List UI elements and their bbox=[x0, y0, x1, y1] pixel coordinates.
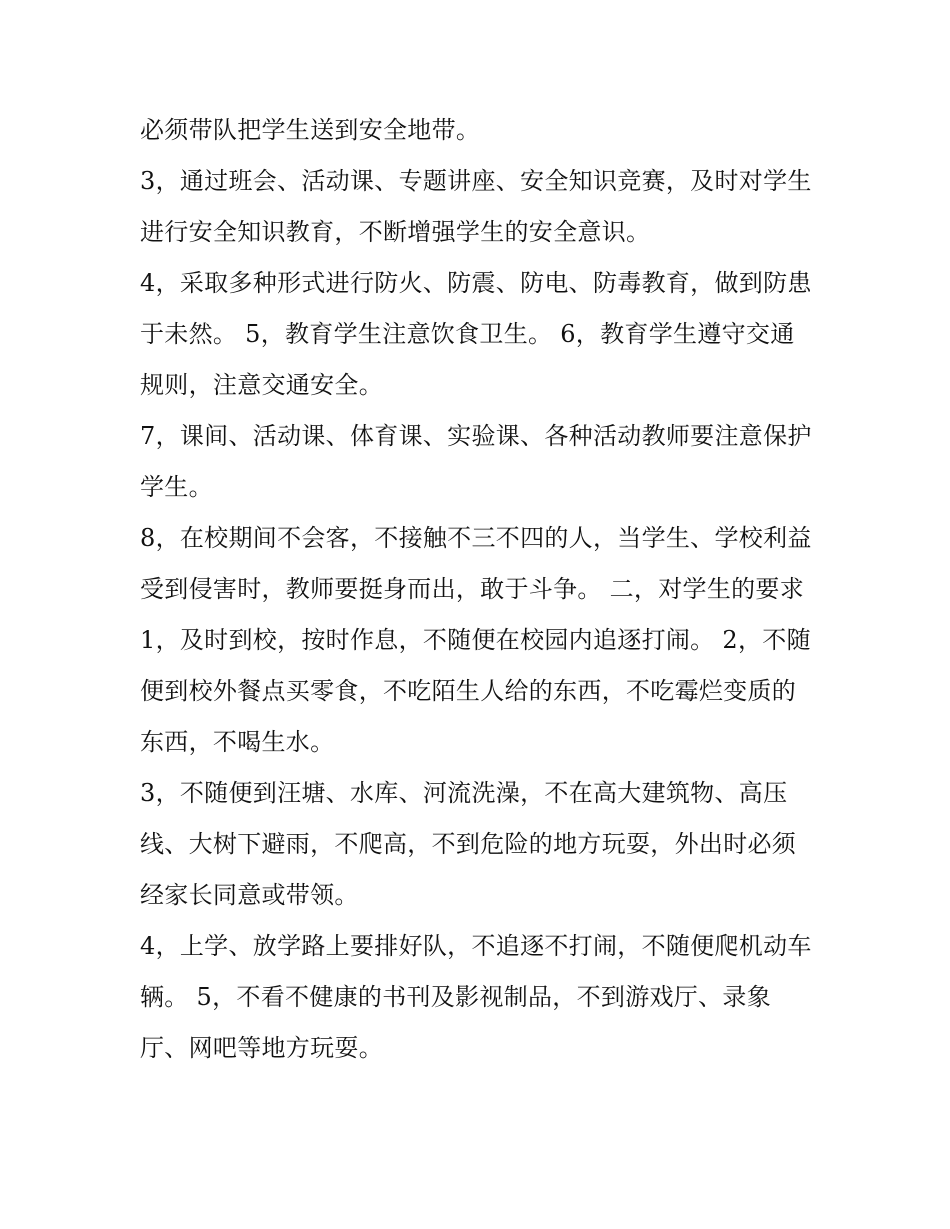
paragraph-6: 1，及时到校，按时作息，不随便在校园内追逐打闹。 2，不随便到校外餐点买零食，不吃陌生人给的东西，不吃霉烂变质的东西，不喝生水。 bbox=[140, 626, 811, 756]
paragraph-2: 3，通过班会、活动课、专题讲座、安全知识竞赛，及时对学生进行安全知识教育，不断增强学生的安全意识。 bbox=[140, 167, 812, 246]
paragraph-7: 3，不随便到汪塘、水库、河流洗澡，不在高大建筑物、高压线、大树下避雨，不爬高，不到危险的地方玩耍，外出时必须经家长同意或带领。 bbox=[140, 779, 797, 909]
paragraph-5: 8，在校期间不会客，不接触不三不四的人，当学生、学校利益受到侵害时，教师要挺身而出，敢于斗争。 二，对学生的要求 bbox=[140, 524, 812, 603]
paragraph-8: 4，上学、放学路上要排好队，不追逐不打闹，不随便爬机动车辆。 5，不看不健康的书刊及影视制品，不到游戏厅、录象厅、网吧等地方玩耍。 bbox=[140, 932, 812, 1062]
paragraph-1: 必须带队把学生送到安全地带。 bbox=[140, 116, 481, 144]
document-body bbox=[140, 105, 815, 1074]
paragraph-3: 4，采取多种形式进行防火、防震、防电、防毒教育，做到防患于未然。 5，教育学生注意饮食卫生。 6，教育学生遵守交通规则，注意交通安全。 bbox=[140, 269, 812, 399]
paragraph-4: 7，课间、活动课、体育课、实验课、各种活动教师要注意保护学生。 bbox=[140, 422, 812, 501]
